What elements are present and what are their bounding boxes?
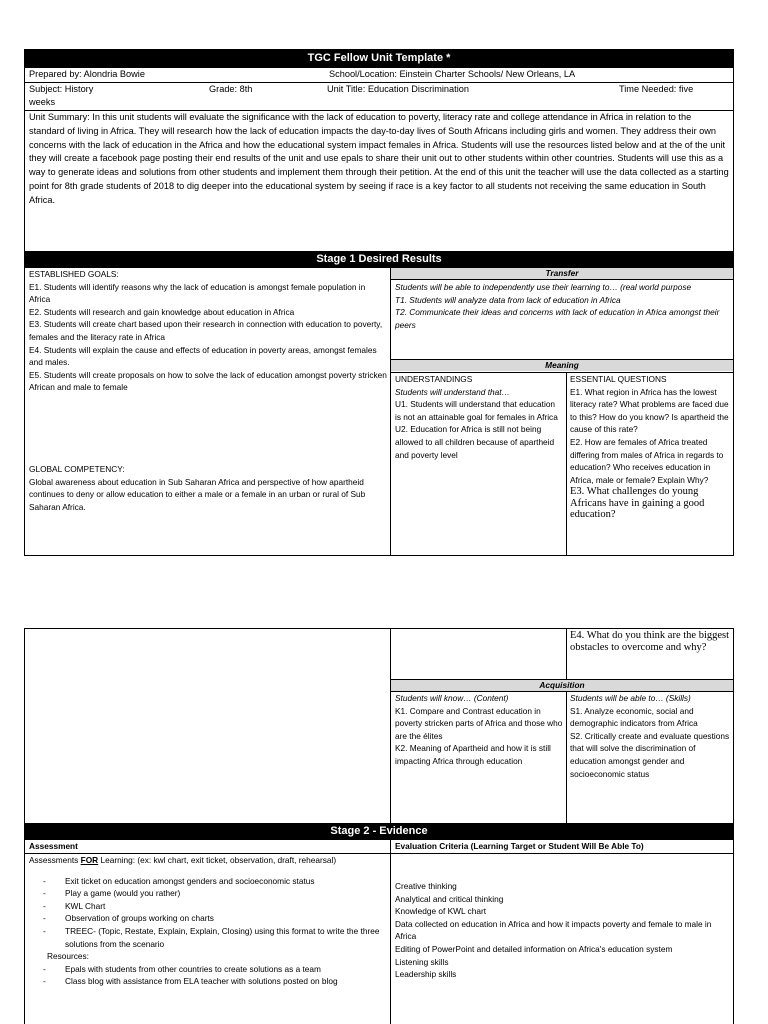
eq-item: E3. What challenges do young Africans have in gaining a good education? <box>570 486 705 521</box>
resource-item: - Epals with students from other countries to create solutions as a team <box>29 963 385 976</box>
eq-item: E2. How are females of Africa treated differing from males of Africa in regards to education? Who receives education in Africa, male or female? Explain Why? <box>570 436 724 485</box>
criteria-item: Listening skills <box>395 956 449 967</box>
goal-item: E1. Students will identify reasons why the lack of education is amongst female population in Africa <box>29 281 366 305</box>
criteria-item: Editing of PowerPoint and detailed information on Africa's education system <box>395 943 673 954</box>
knowledge-list <box>395 692 563 768</box>
goal-item: E3. Students will create chart based upon their research in connection with education to poverty, females and the literacy rate in Africa <box>29 319 383 342</box>
time-needed: Time Needed: five <box>619 84 694 94</box>
understanding-item: U2. Education for Africa is still not being allowed to all children because of apartheid and poverty level <box>395 424 555 460</box>
grade: Grade: 8th <box>209 84 253 94</box>
eq-item: E1. What region in Africa has the lowest literacy rate? What problems are faced due to this? How do you know? Is apartheid the cause of this rate? <box>570 386 729 435</box>
unit-template-table-page2 <box>24 628 734 1024</box>
school-location: School/Location: Einstein Charter Schools/ New Orleans, LA <box>329 69 576 79</box>
understandings <box>395 373 563 461</box>
resource-item: - Class blog with assistance from ELA teacher with solutions posted on blog <box>29 975 385 988</box>
transfer-header: Transfer <box>391 268 733 279</box>
understandings-label: UNDERSTANDINGS <box>395 374 473 384</box>
essential-questions <box>570 373 731 521</box>
transfer-list <box>395 281 729 331</box>
assessment-item: - Observation of groups working on charts <box>29 912 385 925</box>
criteria-item: Creative thinking <box>395 881 457 891</box>
skills-list <box>570 692 731 780</box>
know-item: K2. Meaning of Apartheid and how it is still impacting Africa through education <box>395 743 551 766</box>
assessment-header: Assessment <box>29 841 78 851</box>
transfer-item: T2. Communicate their ideas and concerns with lack of education in Africa amongst their peers <box>395 307 720 330</box>
criteria-item: Analytical and critical thinking <box>395 893 504 904</box>
global-text: Global awareness about education in Sub Saharan Africa and perspective of how apartheid continues to deny or allow education to either a male or a female in an urban or rural of Sub Saharan Africa. <box>29 476 366 512</box>
criteria-header: Evaluation Criteria (Learning Target or Student Will Be Able To) <box>395 841 644 851</box>
unit-title: Unit Title: Education Discrimination <box>327 84 469 94</box>
know-intro: Students will know… (Content) <box>395 693 509 703</box>
goal-item: E2. Students will research and gain knowledge about education in Africa <box>29 306 295 317</box>
eq-item: E4. What do you think are the biggest obstacles to overcome and why? <box>570 630 730 653</box>
stage2-title: Stage 2 - Evidence <box>25 823 733 840</box>
skill-item: S1. Analyze economic, social and demographic indicators from Africa <box>570 705 698 729</box>
criteria-content <box>395 880 729 981</box>
criteria-item: Leadership skills <box>395 969 457 980</box>
acquisition-header: Acquisition <box>391 680 733 691</box>
know-item: K1. Compare and Contrast education in poverty stricken parts of Africa and those who are the élites <box>395 705 563 741</box>
global-competency <box>29 463 387 513</box>
goals-section <box>29 268 387 394</box>
assessment-item: - KWL Chart <box>29 900 385 913</box>
global-label: GLOBAL COMPETENCY: <box>29 464 125 474</box>
unit-summary: Unit Summary: In this unit students will evaluate the significance with the lack of education to poverty, literacy rate and college attendance in Africa in relation to the standard of living in Africa. They will research how the lack of education impacts the day-to-day lives of South Africans including girls and women. They address their own concerns with the lack of education in the Africa and how the educational system impact females in Africa. Students will use the resources listed below and at the of the unit they will create a facebook page posting their end results of the unit and use epals to share their unit out to other students within other countries. Students will use this as a way to generate ideas and solutions from other students and implement them through their petition. At the end of this unit the teacher will use the data collected as a starting point for 8th grade students of 2018 to dig deeper into the educational system by seeing if race is a key factor to all students not receiving the same education in South Africa. <box>29 112 729 205</box>
understanding-item: U1. Students will understand that education is not an attainable goal for females in Africa <box>395 399 558 422</box>
prepared-by: Prepared by: Alondria Bowie <box>29 69 145 79</box>
stage1-title: Stage 1 Desired Results <box>25 251 733 268</box>
subject: Subject: History <box>29 84 94 94</box>
assessment-item: - Play a game (would you rather) <box>29 887 385 900</box>
assessment-content <box>29 854 385 988</box>
unit-template-table-page1 <box>24 49 734 556</box>
goals-label: ESTABLISHED GOALS: <box>29 269 119 279</box>
goal-item: E5. Students will create proposals on how to solve the lack of education amongst poverty stricken African and male to female <box>29 369 387 393</box>
transfer-item: Students will be able to independently use their learning to… (real world purpose <box>395 282 692 292</box>
assessment-item: - Exit ticket on education amongst genders and socioeconomic status <box>29 875 385 888</box>
understandings-intro: Students will understand that… <box>395 386 510 397</box>
meaning-header: Meaning <box>391 360 733 371</box>
template-title: TGC Fellow Unit Template * <box>25 50 733 67</box>
assessment-item: - TREEC- (Topic, Restate, Explain, Explain, Closing) using this format to write the three solutions from the scenario <box>29 925 385 950</box>
assessment-intro: Assessments FOR Learning: (ex: kwl chart, exit ticket, observation, draft, rehearsal) <box>29 855 337 865</box>
skill-item: S2. Critically create and evaluate questions that will solve the discrimination of education amongst gender and socioeconomic status <box>570 730 730 779</box>
skills-intro: Students will be able to… (Skills) <box>570 693 691 703</box>
criteria-item: Data collected on education in Africa and how it impacts poverty and female to male in Africa <box>395 918 712 942</box>
goal-item: E4. Students will explain the cause and effects of education in poverty areas, amongst females and males. <box>29 344 377 368</box>
resources-label: Resources: <box>47 951 89 962</box>
transfer-item: T1. Students will analyze data from lack of education in Africa <box>395 294 621 305</box>
eq-label: ESSENTIAL QUESTIONS <box>570 374 667 384</box>
criteria-item: Knowledge of KWL chart <box>395 906 487 917</box>
time-needed-cont: weeks <box>29 97 56 107</box>
